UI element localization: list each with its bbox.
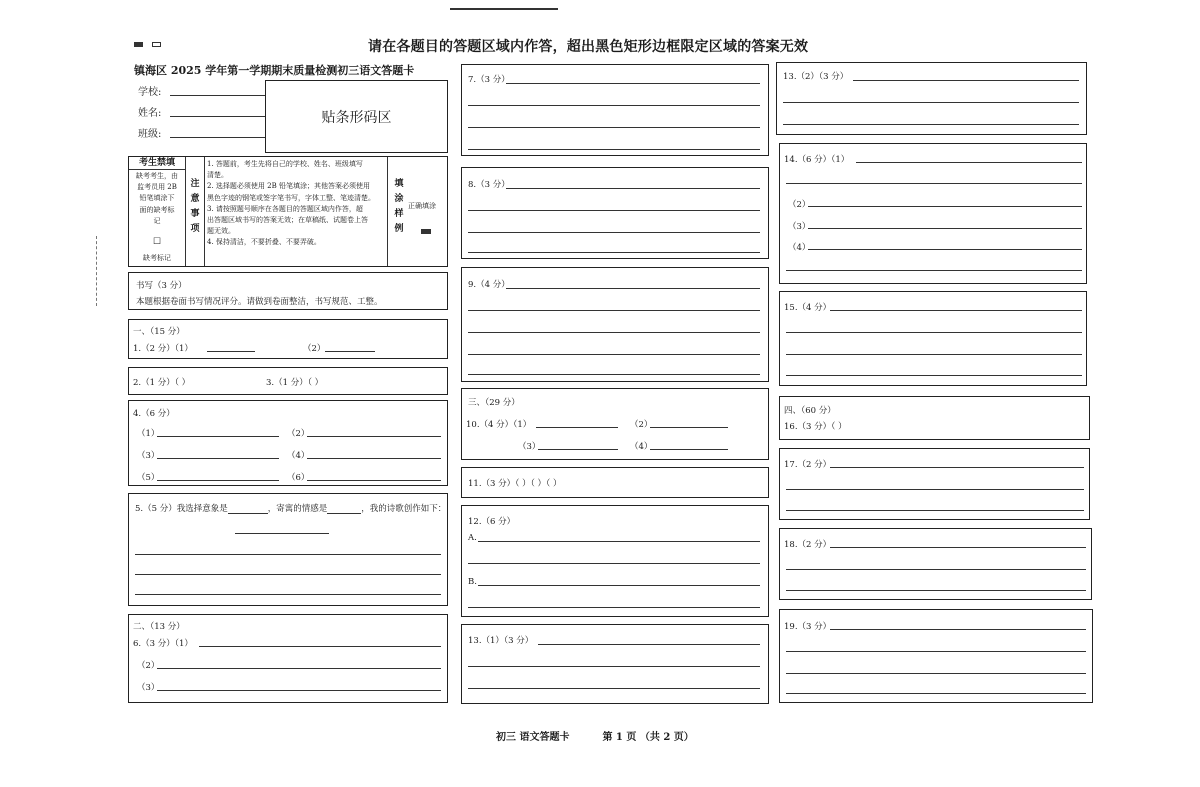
q19-label: 19.（3 分） [784,622,832,632]
q15-line-4[interactable] [786,375,1082,376]
section-2-title: 二、（13 分） [133,622,185,632]
q5-poem-title-line[interactable] [235,533,329,534]
absent-mark-label: 缺考标记 [143,254,171,262]
alignment-marker-filled [134,42,143,47]
name-label: 姓名: [138,108,162,119]
q14-answer-4[interactable] [808,249,1082,250]
q18-label: 18.（2 分） [784,540,832,550]
sample-char-3: 样 [394,209,404,219]
sample-correct-label: 正确填涂 [408,202,436,210]
q14-part-2: （2） [788,200,811,210]
q4-answer-1[interactable] [157,436,279,437]
section-4-title: 四、（60 分） [784,406,836,416]
q9-line-2[interactable] [468,310,760,311]
q7-line-3[interactable] [468,127,760,128]
q17-line-2[interactable] [786,489,1084,490]
notice-char-4: 项 [190,224,200,234]
q19-line-3[interactable] [786,673,1086,674]
q17-line-1[interactable] [830,467,1084,468]
q4-answer-4[interactable] [307,458,441,459]
q5-label: 5.（5 分）我选择意象是 ，寄寓的情感是 ，我的诗歌创作如下： [135,504,447,514]
q9-line-5[interactable] [468,374,760,375]
sample-char-1: 填 [394,179,404,189]
q14-line-1b[interactable] [786,183,1082,184]
absent-instructions: 缺考考生，由 监考员用 2B 铅笔填涂下 面的缺考标 记 [136,172,178,225]
q8-line-4[interactable] [468,252,760,253]
q6-answer-3[interactable] [157,690,441,691]
q6-answer-1[interactable] [199,646,441,647]
q4-answer-3[interactable] [157,458,279,459]
q6-answer-2[interactable] [157,668,441,669]
q3-label[interactable]: 3.（1 分）（ ） [266,378,324,388]
sample-filled-mark [421,229,431,234]
q15-line-1[interactable] [830,310,1082,311]
q1-label: 1.（2 分）（1） [133,344,193,354]
q13-2-line-2[interactable] [783,102,1079,103]
q14-answer-2[interactable] [808,206,1082,207]
q17-line-3[interactable] [786,510,1084,511]
notice-char-2: 意 [190,194,200,204]
q15-label: 15.（4 分） [784,303,832,313]
section-1-title: 一、（15 分） [133,327,185,337]
q5-box [128,493,448,606]
q7-line-1[interactable] [506,83,760,84]
q6-part-3: （3） [137,683,160,693]
q15-box [779,291,1087,386]
q4-part-6: （6） [287,473,310,483]
q1-box [128,319,448,359]
q13-1-box [461,624,769,704]
q7-box [461,64,769,156]
q12-a-line-2[interactable] [468,563,760,564]
q12-b-line-2[interactable] [468,607,760,608]
q19-box [779,609,1093,703]
q10-part-3: （3） [518,442,541,452]
q10-answer-4[interactable] [650,449,728,450]
q13-1-line-3[interactable] [468,688,760,689]
q17-label: 17.（2 分） [784,460,832,470]
school-label: 学校: [138,87,162,98]
q14-box [779,143,1087,284]
q16-label[interactable]: 16.（3 分）（ ） [784,422,847,432]
q5-line-2[interactable] [135,574,441,575]
q9-line-1[interactable] [506,288,760,289]
notice-items: 1. 答题前，考生先将自己的学校、姓名、班级填写 清楚。 2. 选择题必须使用 2B 铅笔填涂；其他答案必须使用 黑色字迹的钢笔或签字笔书写，字体工整、笔迹清楚。 3. 请按照题号顺序在各题目的答题区域内作答，超 出答题区域书写的答案无效；在草稿纸、试题卷上答 题无效。 4. 保持清洁，不要折叠、不要弄破。 [207,160,375,247]
q14-part-3: （3） [788,222,811,232]
q6-label: 6.（3 分）（1） [133,639,193,649]
q13-1-label: 13.（1）（3 分） [468,636,534,646]
class-label: 班级: [138,129,162,140]
q12-b-line-1[interactable] [478,585,760,586]
sample-char-2: 涂 [394,194,404,204]
q4-part-4: （4） [287,451,310,461]
writing-title: 书写（3 分） [136,281,187,291]
section-3-title: 三、（29 分） [468,398,520,408]
q7-label: 7.（3 分） [468,75,510,85]
q1-answer-1[interactable] [207,351,255,352]
q14-label: 14.（6 分）（1） [784,155,850,165]
q5-line-3[interactable] [135,594,441,595]
q19-line-2[interactable] [786,651,1086,652]
sample-char-4: 例 [394,224,404,234]
binding-marks [96,236,98,306]
q11-label[interactable]: 11.（3 分）（ ）（ ）（ ） [468,479,562,489]
q10-part-4: （4） [630,442,653,452]
q10-part-2: （2） [630,420,653,430]
q13-2-box [776,62,1087,135]
q13-1-line-1[interactable] [538,644,760,645]
q18-line-3[interactable] [786,590,1086,591]
q5-image-answer[interactable] [228,503,268,514]
q8-label: 8.（3 分） [468,180,510,190]
q4-part-2: （2） [287,429,310,439]
q4-part-1: （1） [137,429,160,439]
q13-1-line-2[interactable] [468,666,760,667]
absent-title: 考生禁填 [129,157,185,170]
q7-line-4[interactable] [468,149,760,150]
q16-box [779,396,1090,440]
q9-box [461,267,769,382]
q12-a-line-1[interactable] [478,541,760,542]
q4-answer-5[interactable] [157,480,279,481]
top-rule [450,8,558,10]
q10-box [461,388,769,460]
q17-box [779,448,1090,520]
page-instruction: 请在各题目的答题区域内作答，超出黑色矩形边框限定区域的答案无效 [368,39,809,55]
page-footer [496,728,694,743]
q12-box [461,505,769,617]
q6-part-2: （2） [137,661,160,671]
q12-a-label: A. [468,533,477,543]
q7-line-2[interactable] [468,105,760,106]
q9-line-4[interactable] [468,354,760,355]
q1-answer-2[interactable] [325,351,375,352]
class-field[interactable] [170,137,266,138]
q10-answer-1[interactable] [536,427,618,428]
q5-emotion-answer[interactable] [327,503,361,514]
q15-line-2[interactable] [786,332,1082,333]
q4-answer-2[interactable] [307,436,441,437]
barcode-label: 贴条形码区 [321,109,392,126]
q1-part-2: （2） [303,344,326,354]
barcode-area [265,80,448,153]
absent-mark-box[interactable]: ☐ [153,237,162,247]
q8-box [461,167,769,259]
q18-box [779,528,1092,600]
q10-answer-3[interactable] [538,449,618,450]
q18-line-1[interactable] [830,547,1086,548]
q14-part-4: （4） [788,243,811,253]
q5-line-1[interactable] [135,554,441,555]
q4-answer-6[interactable] [307,480,441,481]
q14-answer-1[interactable] [856,162,1082,163]
q6-box [128,614,448,703]
q15-line-3[interactable] [786,354,1082,355]
q13-2-line-1[interactable] [853,80,1079,81]
q8-line-3[interactable] [468,232,760,233]
q2-q3-box [128,367,448,395]
q19-line-4[interactable] [786,693,1086,694]
footer-page-number: 第 1 页 （共 2 页） [602,732,694,743]
q9-label: 9.（4 分） [468,280,510,290]
writing-box [128,272,448,310]
q4-part-3: （3） [137,451,160,461]
footer-subject: 初三 语文答题卡 [496,732,570,743]
q12-label: 12.（6 分） [468,517,516,527]
q10-answer-2[interactable] [650,427,728,428]
q13-2-line-3[interactable] [783,124,1079,125]
q4-label: 4.（6 分） [133,409,175,419]
notice-char-1: 注 [190,179,200,189]
name-field[interactable] [170,116,266,117]
q10-label: 10.（4 分）（1） [466,420,532,430]
q18-line-2[interactable] [786,569,1086,570]
school-field[interactable] [170,95,266,96]
q4-part-5: （5） [137,473,160,483]
notice-char-3: 事 [190,209,200,219]
q2-label[interactable]: 2.（1 分）（ ） [133,378,191,388]
q8-line-2[interactable] [468,210,760,211]
q12-b-label: B. [468,577,477,587]
writing-desc: 本题根据卷面书写情况评分。请做到卷面整洁，书写规范、工整。 [136,297,383,307]
q13-2-label: 13.（2）（3 分） [783,72,849,82]
q9-line-3[interactable] [468,332,760,333]
alignment-marker-empty [152,42,161,47]
q14-answer-3[interactable] [808,228,1082,229]
exam-title: 镇海区 2025 学年第一学期期末质量检测初三语文答题卡 [134,64,415,77]
q4-box [128,400,448,486]
q19-line-1[interactable] [830,629,1086,630]
instruction-block [128,156,448,267]
q8-line-1[interactable] [506,188,760,189]
q14-line-4b[interactable] [786,270,1082,271]
q11-box [461,467,769,498]
